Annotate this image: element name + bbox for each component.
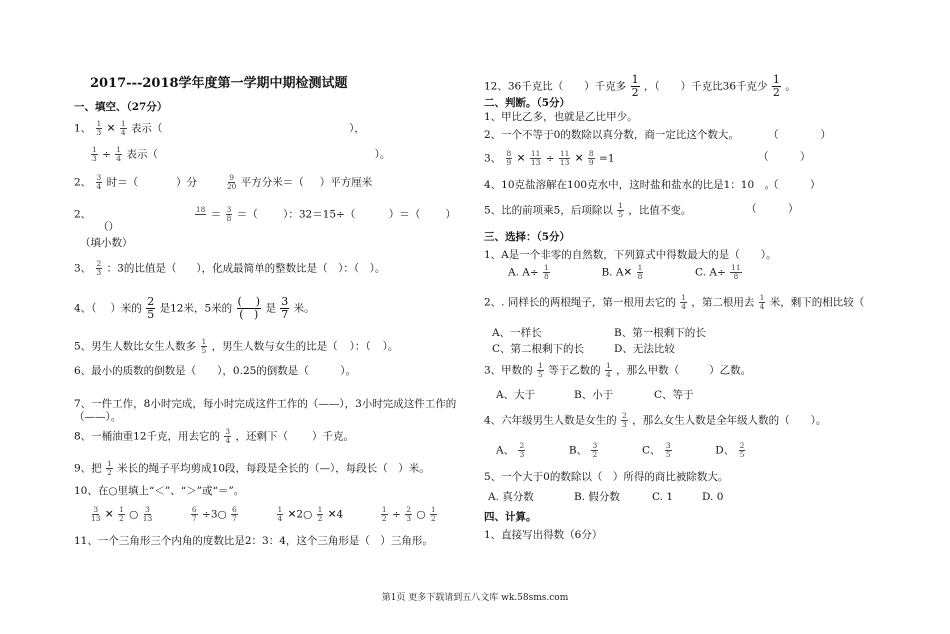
fraction: $\frac{1}{5}$ <box>618 201 623 219</box>
left-column <box>68 0 468 634</box>
option-b[interactable]: B、 <box>568 444 588 457</box>
section-fill-blank: 一、填空、（27分） <box>74 101 168 113</box>
fraction: $\frac{3}{13}$ <box>142 505 153 523</box>
fraction: $\frac{6}{7}$ <box>191 505 197 523</box>
fraction: $\frac{3}{4}$ <box>225 427 231 445</box>
question-2: 2、 $\frac{3}{4}$ 时＝（ ）分 $\frac{9}{20}$ 平方分米＝（ ）平方厘米 <box>74 173 373 191</box>
option-d[interactable]: D、 <box>715 444 735 457</box>
question-6: 5、男生人数比女生人数多 $\frac{1}{5}$ ，男生人数与女生的比是（ ）：（ ）。 <box>74 337 399 355</box>
fraction: $\frac{1}{4}$ <box>759 293 765 311</box>
fraction: $\frac{1}{3}$ <box>92 145 97 163</box>
choice-2-option-d[interactable]: D、无法比较 <box>614 343 675 355</box>
choice-2-option-a[interactable]: A、一样长 <box>492 327 542 339</box>
section-judge: 二、判断。（5分） <box>484 97 571 109</box>
choice-3-option-b[interactable]: B、小于 <box>574 389 614 401</box>
choice-5-option-a[interactable]: A. 真分数 <box>488 491 534 503</box>
judge-3-answer[interactable]: （ ） <box>758 151 811 163</box>
fraction: $\frac{6}{7}$ <box>232 505 237 523</box>
fraction: $\frac{1}{5}$ <box>538 361 543 379</box>
question-8: 7、一件工作，8小时完成，每小时完成这件工作的（——），3小时完成这件工作的 <box>74 398 457 410</box>
fraction: $\frac{2}{3}$ <box>622 411 627 429</box>
judge-5: 5、比的前项乘5，后项除以 $\frac{1}{5}$ ，比值不变。 <box>484 201 692 219</box>
judge-3: 3、 $\frac{8}{9}$ ✕ $\frac{11}{13}$ ÷ $\frac{11}{13}$ ✕ $\frac{8}{9}$ =1 <box>484 149 615 167</box>
option-b[interactable]: B. A✕ <box>601 266 633 279</box>
question-11: 10、在○里填上“＜”、“＞”或“＝”。 <box>74 485 245 497</box>
choice-2-option-b[interactable]: B、第一根剩下的长 <box>614 327 706 339</box>
right-column <box>478 0 898 634</box>
fraction: $\frac{1}{2}$ <box>772 73 780 99</box>
option-a[interactable]: A、 <box>496 444 515 457</box>
fraction: 18 <box>195 205 206 214</box>
fraction: $\frac{9}{20}$ <box>226 173 237 191</box>
choice-2: 2、. 同样长的两根绳子，第一根用去它的 $\frac{1}{4}$ ，第二根用去 $\frac{1}{4}$ 米，剩下的相比较（ <box>484 293 865 311</box>
judge-2: 2、一个不等于0的数除以真分数，商一定比这个数大。 <box>484 129 739 141</box>
fraction: $\frac{1}{2}$ <box>631 73 639 99</box>
fraction: $\frac{1}{2}$ <box>107 459 112 477</box>
fraction: $\frac{2}{3}$ <box>519 441 525 459</box>
judge-4: 4、10克盐溶解在100克水中，这时盐和盐水的比是1：10 。 <box>484 179 776 191</box>
choice-5: 5、一个大于0的数除以（ ）所得的商比被除数大。 <box>484 471 729 483</box>
fraction: $\frac{3}{5}$ <box>665 441 671 459</box>
choice-1-options <box>508 264 743 281</box>
compare-circle[interactable]: ✕2○ <box>287 508 313 521</box>
fraction: $\frac{1}{4}$ <box>681 293 686 311</box>
question-12: 11、一个三角形三个内角的度数比是2：3：4，这个三角形是（ ）三角形。 <box>74 535 433 547</box>
fraction: $\frac{1}{4}$ <box>120 119 126 137</box>
fraction: $\frac{11}{13}$ <box>559 149 570 167</box>
fraction: $\frac{8}{9}$ <box>588 149 594 167</box>
option-a[interactable]: A. A÷ <box>508 266 539 279</box>
question-1b: $\frac{1}{3}$ ÷ $\frac{1}{4}$ 表示（ ）。 <box>92 145 391 163</box>
judge-5-answer[interactable]: （ ） <box>746 203 799 215</box>
choice-5-option-d[interactable]: D. 0 <box>702 491 724 503</box>
fraction: $\frac{2}{3}$ <box>96 259 102 277</box>
fraction: $\frac{2}{5}$ <box>147 295 155 321</box>
comparison-row: $\frac{3}{13}$ ✕ $\frac{1}{2}$ ○ $\frac{3}{13}$ $\frac{6}{7}$ ÷3○ $\frac{6}{7}$ $\frac{1}{4}$ ✕2○ $\frac{1}{2}$ ✕4 $\frac{1}{2}$ ÷ $\frac{2}{3}$ ○ $\frac{1}{2}$ <box>91 505 436 523</box>
fraction: $\frac{1}{4}$ <box>277 505 283 523</box>
fraction: $\frac{1}{2}$ <box>430 505 436 523</box>
question-3: 2、 18 ＝ $\frac{3}{8}$ ＝（ ）：32＝15÷（ ）＝（ ） <box>74 205 457 223</box>
fraction: $\frac{1}{2}$ <box>317 505 323 523</box>
fraction: $\frac{2}{5}$ <box>739 441 745 459</box>
option-c[interactable]: C、 <box>641 444 661 457</box>
fraction: $\frac{1}{4}$ <box>116 145 122 163</box>
compare-circle[interactable]: ÷3○ <box>202 508 227 521</box>
choice-5-option-c[interactable]: C. 1 <box>652 491 674 503</box>
choice-3-option-a[interactable]: A、大于 <box>496 389 536 401</box>
fraction: $\frac{11}{8}$ <box>731 263 741 281</box>
fraction: $\frac{3}{7}$ <box>281 295 289 321</box>
compare-circle[interactable]: ○ <box>129 508 139 521</box>
judge-2-answer[interactable]: （ ） <box>768 129 831 141</box>
fraction: $\frac{11}{13}$ <box>530 149 541 167</box>
section-calc: 四、计算。 <box>484 511 537 523</box>
fraction: $\frac{1}{8}$ <box>637 263 643 281</box>
fraction: $\frac{1}{3}$ <box>96 119 102 137</box>
choice-5-option-b[interactable]: B. 假分数 <box>574 491 620 503</box>
fraction: $\frac{3}{13}$ <box>91 505 101 523</box>
judge-1: 1、甲比乙多，也就是乙比甲少。 <box>484 111 638 123</box>
question-3-denominator: （） <box>98 221 119 233</box>
fraction: $\frac{1}{5}$ <box>201 337 207 355</box>
choice-1: 1、A是一个非零的自然数，下列算式中得数最大的是（ ）。 <box>484 249 777 261</box>
question-3-note: （填小数） <box>80 237 133 249</box>
question-5: 4、（ ）米的 $\frac{2}{5}$ 是12米，5米的 $\frac{( )}{( )}$ 是 $\frac{3}{7}$ 米。 <box>74 295 315 321</box>
fraction: $\frac{1}{4}$ <box>606 361 611 379</box>
judge-4-answer[interactable]: （ ） <box>768 179 821 191</box>
fraction: $\frac{3}{8}$ <box>226 205 232 223</box>
fraction: $\frac{1}{2}$ <box>381 505 387 523</box>
choice-3-option-c[interactable]: C、等于 <box>654 389 694 401</box>
question-4: 3、 $\frac{2}{3}$ ：3的比值是（ ），化成最简单的整数比是（ ）：（ ）。 <box>74 259 386 277</box>
question-7: 6、最小的质数的倒数是（ ），0.25的倒数是（ ）。 <box>74 365 357 377</box>
question-9: 8、一桶油重12千克，用去它的 $\frac{3}{4}$ ，还剩下（ ）千克。 <box>74 427 355 445</box>
choice-4-options <box>496 442 746 459</box>
fraction: $\frac{3}{4}$ <box>96 173 102 191</box>
fraction: $\frac{2}{3}$ <box>406 505 411 523</box>
choice-2-option-c[interactable]: C、第二根剩下的长 <box>492 343 585 355</box>
calc-1: 1、直接写出得数（6分） <box>484 529 603 541</box>
fraction: $\frac{1}{2}$ <box>119 505 124 523</box>
page-footer: 第1页 更多下载请到五八文库 wk.58sms.com <box>381 593 569 603</box>
question-13: 12、36千克比（ ）千克多 $\frac{1}{2}$ ，（ ）千克比36千克少 $\frac{1}{2}$ 。 <box>484 73 796 99</box>
option-c[interactable]: C. A÷ <box>695 266 726 279</box>
question-8-cont: （——）。 <box>74 411 122 423</box>
fraction: $\frac{1}{8}$ <box>543 263 549 281</box>
page-title: 2017---2018学年度第一学期中期检测试题 <box>90 76 348 91</box>
fraction: $\frac{8}{9}$ <box>506 149 512 167</box>
compare-circle[interactable]: ○ <box>416 508 426 521</box>
fraction-blank[interactable]: $\frac{( )}{( )}$ <box>237 295 261 321</box>
question-10: 9、把 $\frac{1}{2}$ 米长的绳子平均剪成10段，每段是全长的（—），每段长（ ）米。 <box>74 459 430 477</box>
question-1a: 1、 $\frac{1}{3}$ ✕ $\frac{1}{4}$ 表示（ ）， <box>74 119 365 137</box>
choice-4: 4、六年级男生人数是女生的 $\frac{2}{3}$ ，那么女生人数是全年级人数的（ ）。 <box>484 411 827 429</box>
section-choice: 三、选择：（5分） <box>484 231 571 243</box>
choice-3: 3、甲数的 $\frac{1}{5}$ 等于乙数的 $\frac{1}{4}$ ，那么甲数（ ）乙数。 <box>484 361 752 379</box>
fraction: $\frac{3}{2}$ <box>592 441 598 459</box>
